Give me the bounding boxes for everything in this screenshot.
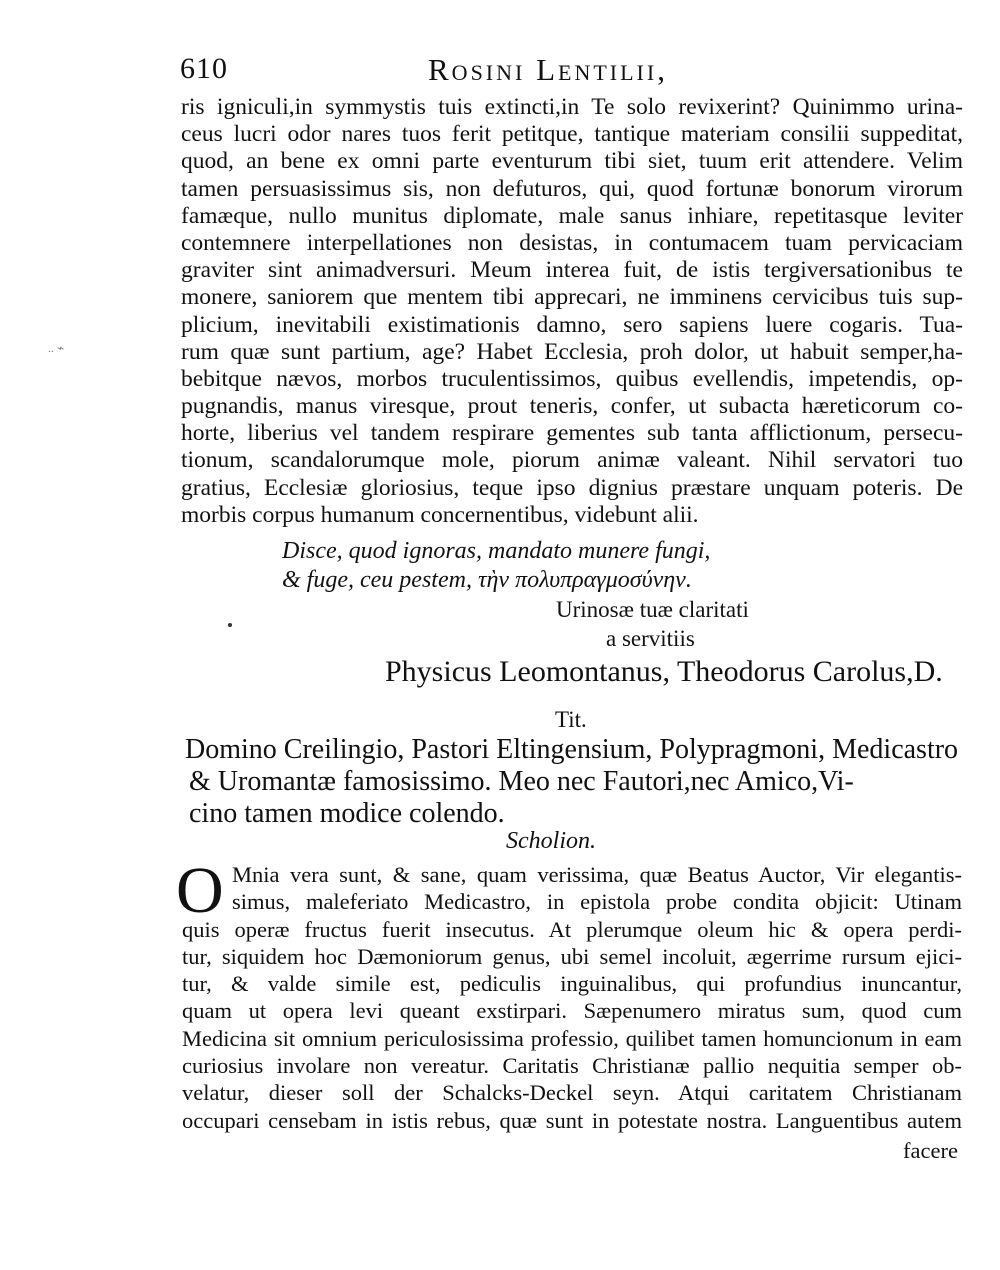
page-header [180,52,970,92]
scholion-line: curiosius involare non vereatur. Caritatis Christianæ pallio nequitia semper ob- [182,1053,962,1079]
ink-speck [228,623,232,627]
catchword: facere [903,1138,958,1163]
signature-name: Physicus Leomontanus, Theodorus Carolus,D. [385,655,943,688]
address-block [185,734,963,830]
scholion-line: velatur, dieser soll der Schalcks-Deckel seyn. Atqui caritatem Christianam [182,1080,962,1106]
scholion-line: simus, maleferiato Medicastro, in epistola probe condita objicit: Utinam [232,889,962,915]
body-line: graviter sint animadversuri. Meum interea fuit, de istis tergiversationibus te [181,257,963,284]
body-line: bebitque nævos, morbos truculentissimos, quibus evellendis, impetendis, op- [181,365,963,392]
tit-heading: Tit. [555,707,587,732]
verse [282,537,842,595]
verse-line: Disce, quod ignoras, mandato munere fungi, [282,538,711,564]
body-line: gratius, Ecclesiæ gloriosius, teque ipso dignius præstare unquam poteris. De [181,474,963,501]
scholion-line: Mnia vera sunt, & sane, quam verissima, quæ Beatus Auctor, Vir elegantis- [232,862,962,887]
running-head: Rosini Lentilii, [428,52,668,87]
scholion-title: Scholion. [506,828,596,854]
body-line: tamen persuasissimus sis, non defuturos, qui, quod fortunæ bonorum virorum [181,175,963,202]
body-line: tionum, scandalorumque mole, piorum animæ valeant. Nihil servatori tuo [181,447,963,474]
body-line: quod, an bene ex omni parte eventurum tibi siet, tuum erit attendere. Velim [181,148,963,175]
body-line: ceus lucri odor nares tuos ferit petitque, tantique materiam consilii suppeditat, [181,121,963,148]
body-line: pugnandis, manus viresque, prout teneris, confer, ut subacta hæreticorum co- [181,393,963,420]
scholion-line: occupari censebam in istis rebus, quæ sunt in potestate nostra. Languentibus autem [182,1107,962,1133]
address-line: & Uromantæ famosissimo. Meo nec Fautori,nec Amico,Vi- [189,766,854,797]
scholion-line: tur, siquidem hoc Dæmoniorum genus, ubi semel incoluit, ægerrime rursum ejici- [182,943,962,969]
body-line: famæque, nullo munitus diplomate, male sanus inhiare, repetitasque leviter [181,202,963,229]
address-line: Domino Creilingio, Pastori Eltingensium, Polypragmoni, Medicastro [185,734,959,765]
scholion-line: quis operæ fructus fuerit insecutus. At plerumque oleum hic & opera perdi- [182,916,962,942]
body-line: morbis corpus humanum concernentibus, videbunt alii. [181,501,699,528]
verse-line: & fuge, ceu pestem, τὴν πολυπραγμοσύνην. [282,567,692,593]
body-line: ris igniculi,in symmystis tuis extincti,in Te solo revixerint? Quinimmo urina- [181,94,963,120]
scholion-line: Medicina sit omnium periculosissima professio, quilibet tamen homuncionum in eam [182,1025,962,1051]
letter-body [181,94,963,529]
body-line: contemnere interpellationes non desistas, in contumacem tuam pervicaciam [181,229,963,256]
address-line: cino tamen modice colendo. [189,798,505,829]
body-line: plicium, inevitabili existimationis damno, sero sapiens luere cogaris. Tua- [181,311,963,338]
body-line: horte, liberius vel tandem respirare gementes sub tanta afflictionum, persecu- [181,420,963,447]
drop-cap: O [176,854,224,927]
scholion-line: quam ut opera levi queant exstirpari. Sæpenumero miratus sum, quod cum [182,998,962,1024]
body-line: rum quæ sunt partium, age? Habet Ecclesia, proh dolor, ut habuit semper,ha- [181,338,963,365]
scholion-body [182,861,962,1134]
body-line: monere, saniorem que mentem tibi apprecari, ne imminens cervicibus tuis sup- [181,284,963,311]
signature-line-2: a servitiis [606,626,695,651]
margin-mark: .. ⌁ [48,341,65,355]
signature-line-1: Urinosæ tuæ claritati [556,597,749,622]
page-number: 610 [180,52,228,85]
scholion-line: tur, & valde simile est, pediculis inguinalibus, qui profundius inuncantur, [182,971,962,997]
